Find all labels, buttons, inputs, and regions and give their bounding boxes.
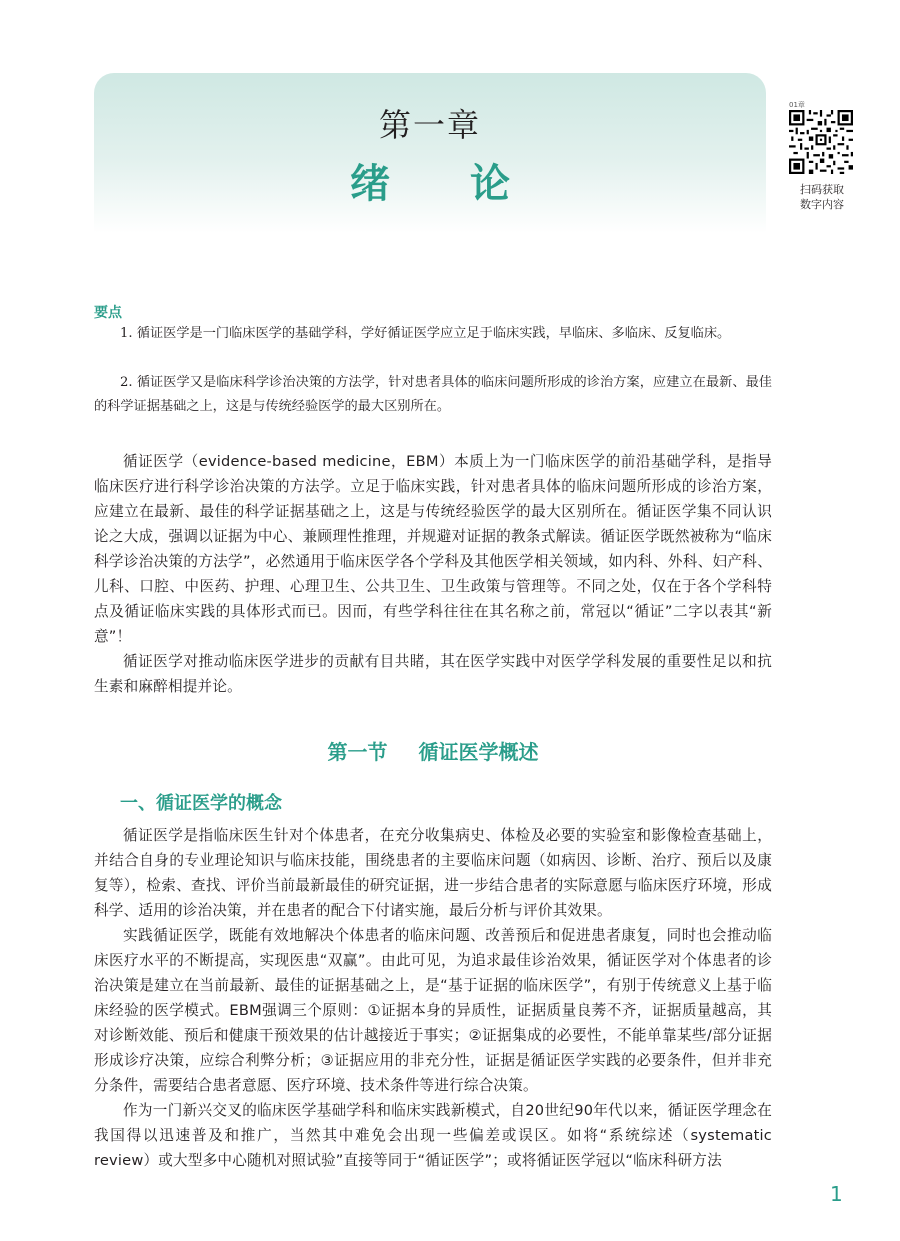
key-point-item: 2. 循证医学又是临床科学诊治决策的方法学，针对患者具体的临床问题所形成的诊治方案，应建立在最新、最佳的科学证据基础之上，这是与传统经验医学的最大区别所在。 xyxy=(94,375,772,414)
qr-top-label: 01章 xyxy=(789,101,805,109)
qr-code-icon[interactable] xyxy=(789,110,853,174)
intro-paragraph: 循证医学（evidence-based medicine，EBM）本质上为一门临床医学的前沿基础学科，是指导临床医疗进行科学诊治决策的方法学。立足于临床实践，针对患者具体的临床问题所形成的诊治方案，应建立在最新、最佳的科学证据基础之上，这是与传统经验医学的最大区别所在。循证医学集不同认识论之大成，强调以证据为中心、兼顾理性推理，并规避对证据的教条式解读。循证医学既然被称为“临床科学诊治决策的方法学”，必然通用于临床医学各个学科及其他医学相关领域，如内科、外科、妇产科、儿科、口腔、中医药、护理、心理卫生、公共卫生、卫生政策与管理等。不同之处，仅在于各个学科特点及循证临床实践的具体形式而已。因而，有些学科往往在其名称之前，常冠以“循证”二字以表其“新意”！ xyxy=(94,453,772,645)
chapter-number: 第一章 xyxy=(378,106,481,144)
body-paragraph: 作为一门新兴交叉的临床医学基础学科和临床实践新模式，自20世纪90年代以来，循证医学理念在我国得以迅速普及和推广，当然其中难免会出现一些偏差或误区。如将“系统综述（systematic review）或大型多中心随机对照试验”直接等同于“循证医学”；或将循证医学冠以“临床科研方法 xyxy=(94,1102,772,1169)
key-point-item: 1. 循证医学是一门临床医学的基础学科，学好循证医学应立足于临床实践，早临床、多临床、反复临床。 xyxy=(120,326,731,341)
page-number: 1 xyxy=(830,1182,843,1206)
qr-caption xyxy=(780,182,864,212)
chapter-title: 绪论 xyxy=(350,161,590,207)
section-title: 第一节 循证医学概述 xyxy=(327,740,539,764)
body-paragraph: 实践循证医学，既能有效地解决个体患者的临床问题、改善预后和促进患者康复，同时也会推动临床医疗水平的不断提高，实现医患“双赢”。由此可见，为追求最佳诊治效果，循证医学对个体患者的诊治决策是建立在当前最新、最佳的证据基础之上，是“基于证据的临床医学”，有别于传统意义上基于临床经验的医学模式。EBM强调三个原则：①证据本身的异质性，证据质量良莠不齐，证据质量越高，其对诊断效能、预后和健康干预效果的估计越接近于事实；②证据集成的必要性，不能单靠某些/部分证据形成诊疗决策，应综合利弊分析；③证据应用的非充分性，证据是循证医学实践的必要条件，但并非充分条件，需要结合患者意愿、医疗环境、技术条件等进行综合决策。 xyxy=(94,927,772,1094)
intro-paragraph: 循证医学对推动临床医学进步的贡献有目共睹，其在医学实践中对医学学科发展的重要性足以和抗生素和麻醉相提并论。 xyxy=(94,653,772,695)
qr-caption-line2: 数字内容 xyxy=(800,198,844,211)
qr-caption-line1: 扫码获取 xyxy=(800,183,844,196)
subsection-title: 一、循证医学的概念 xyxy=(120,793,282,814)
body-paragraph: 循证医学是指临床医生针对个体患者，在充分收集病史、体检及必要的实验室和影像检查基础上，并结合自身的专业理论知识与临床技能，围绕患者的主要临床问题（如病因、诊断、治疗、预后以及康复等），检索、查找、评价当前最新最佳的研究证据，进一步结合患者的实际意愿与临床医疗环境，形成科学、适用的诊治决策，并在患者的配合下付诸实施，最后分析与评价其效果。 xyxy=(94,827,772,919)
key-points-heading: 要点 xyxy=(94,305,122,321)
